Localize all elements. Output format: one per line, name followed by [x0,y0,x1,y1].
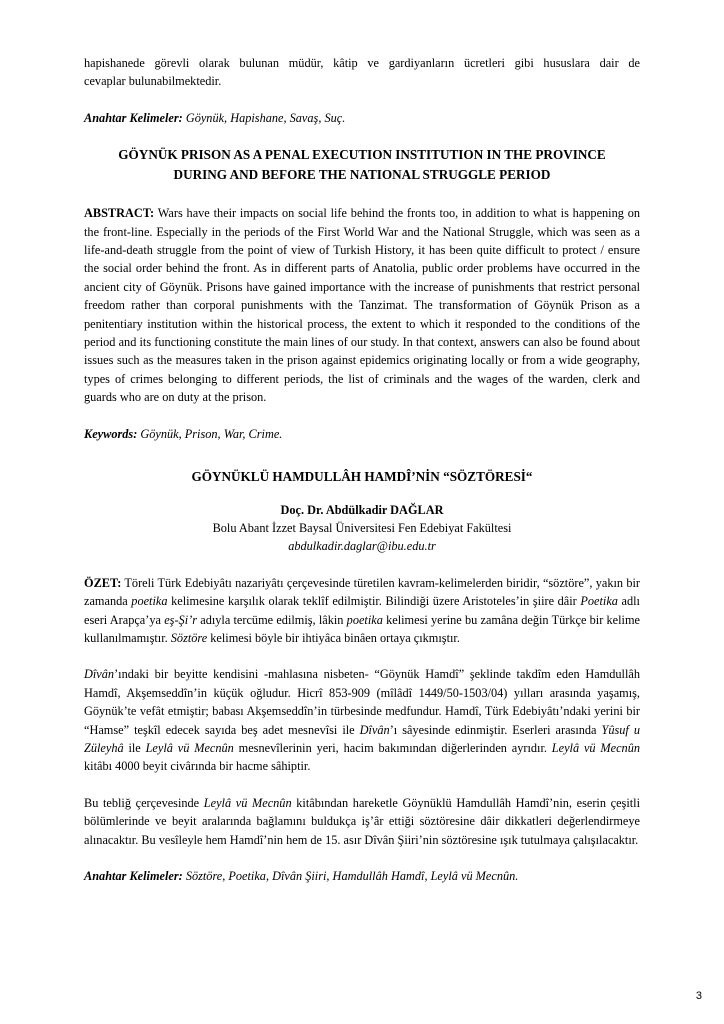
ozet-italic-poetika-2: poetika [346,612,383,627]
second-title: GÖYNÜKLÜ HAMDULLÂH HAMDÎ’NİN “SÖZTÖRESİ“ [191,469,533,485]
keywords-tr-second [84,867,640,885]
top-paragraph-line2: cevaplar bulunabilmektedir. [84,74,222,89]
ozet-text-b: kelimesine karşılık olarak teklîf edilmiştir. Bilindiği üzere Aristoteles’in şiire dâir [167,594,581,609]
author-block [84,501,640,556]
english-title-line2: DURING AND BEFORE THE NATIONAL STRUGGLE PERIOD [173,166,551,182]
author-email: abdulkadir.daglar@ibu.edu.tr [288,539,436,554]
author-name: Doç. Dr. Abdülkadir DAĞLAR [280,502,444,517]
top-paragraph-end [84,72,640,90]
divan-italic-leyla-2: Leylâ vü Mecnûn [551,741,640,756]
author-affiliation: Bolu Abant İzzet Baysal Üniversitesi Fen Edebiyat Fakültesi [212,521,512,535]
keywords-tr-first [84,109,640,127]
document-page [84,54,640,886]
top-paragraph [84,54,640,72]
keywords-en-label: Keywords: [84,426,138,441]
keywords-label: Anahtar Kelimeler: [84,110,183,125]
teblig-paragraph [84,794,640,849]
top-paragraph-line1: hapishanede görevli olarak bulunan müdür, kâtip ve gardiyanların ücretleri gibi hususlara dair de [84,56,640,70]
keywords-tr2-label: Anahtar Kelimeler: [84,869,183,884]
divan-text-d: mesnevîlerinin yeri, hacim bakımından diğerlerinden ayrıdır. [233,741,552,756]
ozet-italic-poetika: poetika [131,594,168,609]
divan-text-e: kitâbı 4000 beyit civârında bir hacme sâhiptir. [84,759,311,774]
abstract-text: Wars have their impacts on social life behind the fronts too, in addition to what is happening on the front-line. Especially in the periods of the First World War and the National Struggle, which was seen as a life-and-death struggle from the point of view of Turkish History, it has been quite difficult to protect / ensure the social order behind the front. As in different parts of Anatolia, public order problems have occurred in the ancient city of Göynük. Prisons have gained importance with the increase of punishments that restrict personal freedom rather than corporal punishments with the Tanzimat. The transformation of Göynük Prison as a penitentiary institution within the historical process, the extent to which it responded to the conditions of the period and its functioning constitute the main lines of our study. In that context, answers can also be found about issues such as the measures taken in the prison against epidemics originating locally or from a wide geography, types of crimes belonging to different periods, the list of criminals and the wages of the warden, clerk and guards who are on duty at the prison. [84,206,641,405]
abstract-label: ABSTRACT: [84,206,155,221]
ozet-text-e: kelimesi yerine bu zamâna değin Türkçe bir kelime kullanılmamıştır. [84,612,640,646]
ozet-text-c: adlı eseri Arapça’ya [84,594,640,627]
teblig-text-a: Bu tebliğ çerçevesinde [84,795,204,810]
divan-paragraph [84,665,640,775]
english-title [84,145,640,184]
ozet-paragraph [84,574,640,648]
ozet-text-a: Töreli Türk Edebiyâtı nazariyâtı çerçevesinde türetilen kavram-kelimelerden biridir, “söztöre”, yakın bir zamanda [84,575,640,609]
divan-italic-2: Dîvân [359,722,390,737]
ozet-italic-poetika-title: Poetika [580,594,618,609]
divan-italic-yusuf: Yûsuf u Züleyhâ [84,722,641,756]
keywords-tr2-values: Söztöre, Poetika, Dîvân Şiiri, Hamdullâh Hamdî, Leylâ vü Mecnûn. [185,869,519,884]
keywords-values: Göynük, Hapishane, Savaş, Suç. [185,110,346,125]
keywords-en-values: Göynük, Prison, War, Crime. [140,426,283,441]
ozet-text-d: adıyla tercüme edilmiş, lâkin [197,612,347,627]
english-title-line1: GÖYNÜK PRISON AS A PENAL EXECUTION INSTITUTION IN THE PROVINCE [118,147,606,163]
teblig-italic-leyla: Leylâ vü Mecnûn [203,795,292,810]
ozet-italic-es-sir: eş-Şi’r [164,612,197,627]
divan-text-c: ile [123,741,146,756]
divan-italic-1: Dîvân [84,667,115,682]
keywords-en [84,425,640,443]
ozet-text-f: kelimesi böyle bir ihtiyâca binâen ortaya çıkmıştır. [207,631,460,646]
abstract-paragraph [84,204,640,406]
ozet-italic-soztore: Söztöre [170,631,208,646]
divan-italic-leyla: Leylâ vü Mecnûn [145,741,234,756]
divan-text-a: ’ındaki bir beyitte kendisini -mahlasına nisbeten- “Göynük Hamdî” şeklinde takdîm eden Hamdullâh Hamdî, Akşemseddîn’in küçük oğludur. Hicrî 853-909 (mîlâdî 1449/50-1503/04) yılları arasında yaşamış, Göynük’te vefât etmiştir; babası Akşemseddîn’in türbesinde medfundur. Hamdî, Türk Edebiyâtı’ndaki yerini bir “Hamse” teşkîl edecek sayıda beş adet mesnevîsi ile [84,667,640,737]
teblig-text-b: kitâbından hareketle Göynüklü Hamdullâh Hamdî’nin, eserin çeşitli bölümlerinde ve beyit aralarında bağlamını buldukça iş’âr ettiği söztöresine dâir dikkatleri değerlendirmeye alınacaktır. Bu vesîleyle hem Hamdî’nin hem de 15. asır Dîvân Şiiri’nin söztöresine ışık tutulmaya çalışılacaktır. [84,795,640,847]
divan-text-b: ’ı sâyesinde edinmiştir. Eserleri arasında [389,722,602,737]
page-number: 3 [695,990,702,1002]
ozet-label: ÖZET: [84,575,122,590]
